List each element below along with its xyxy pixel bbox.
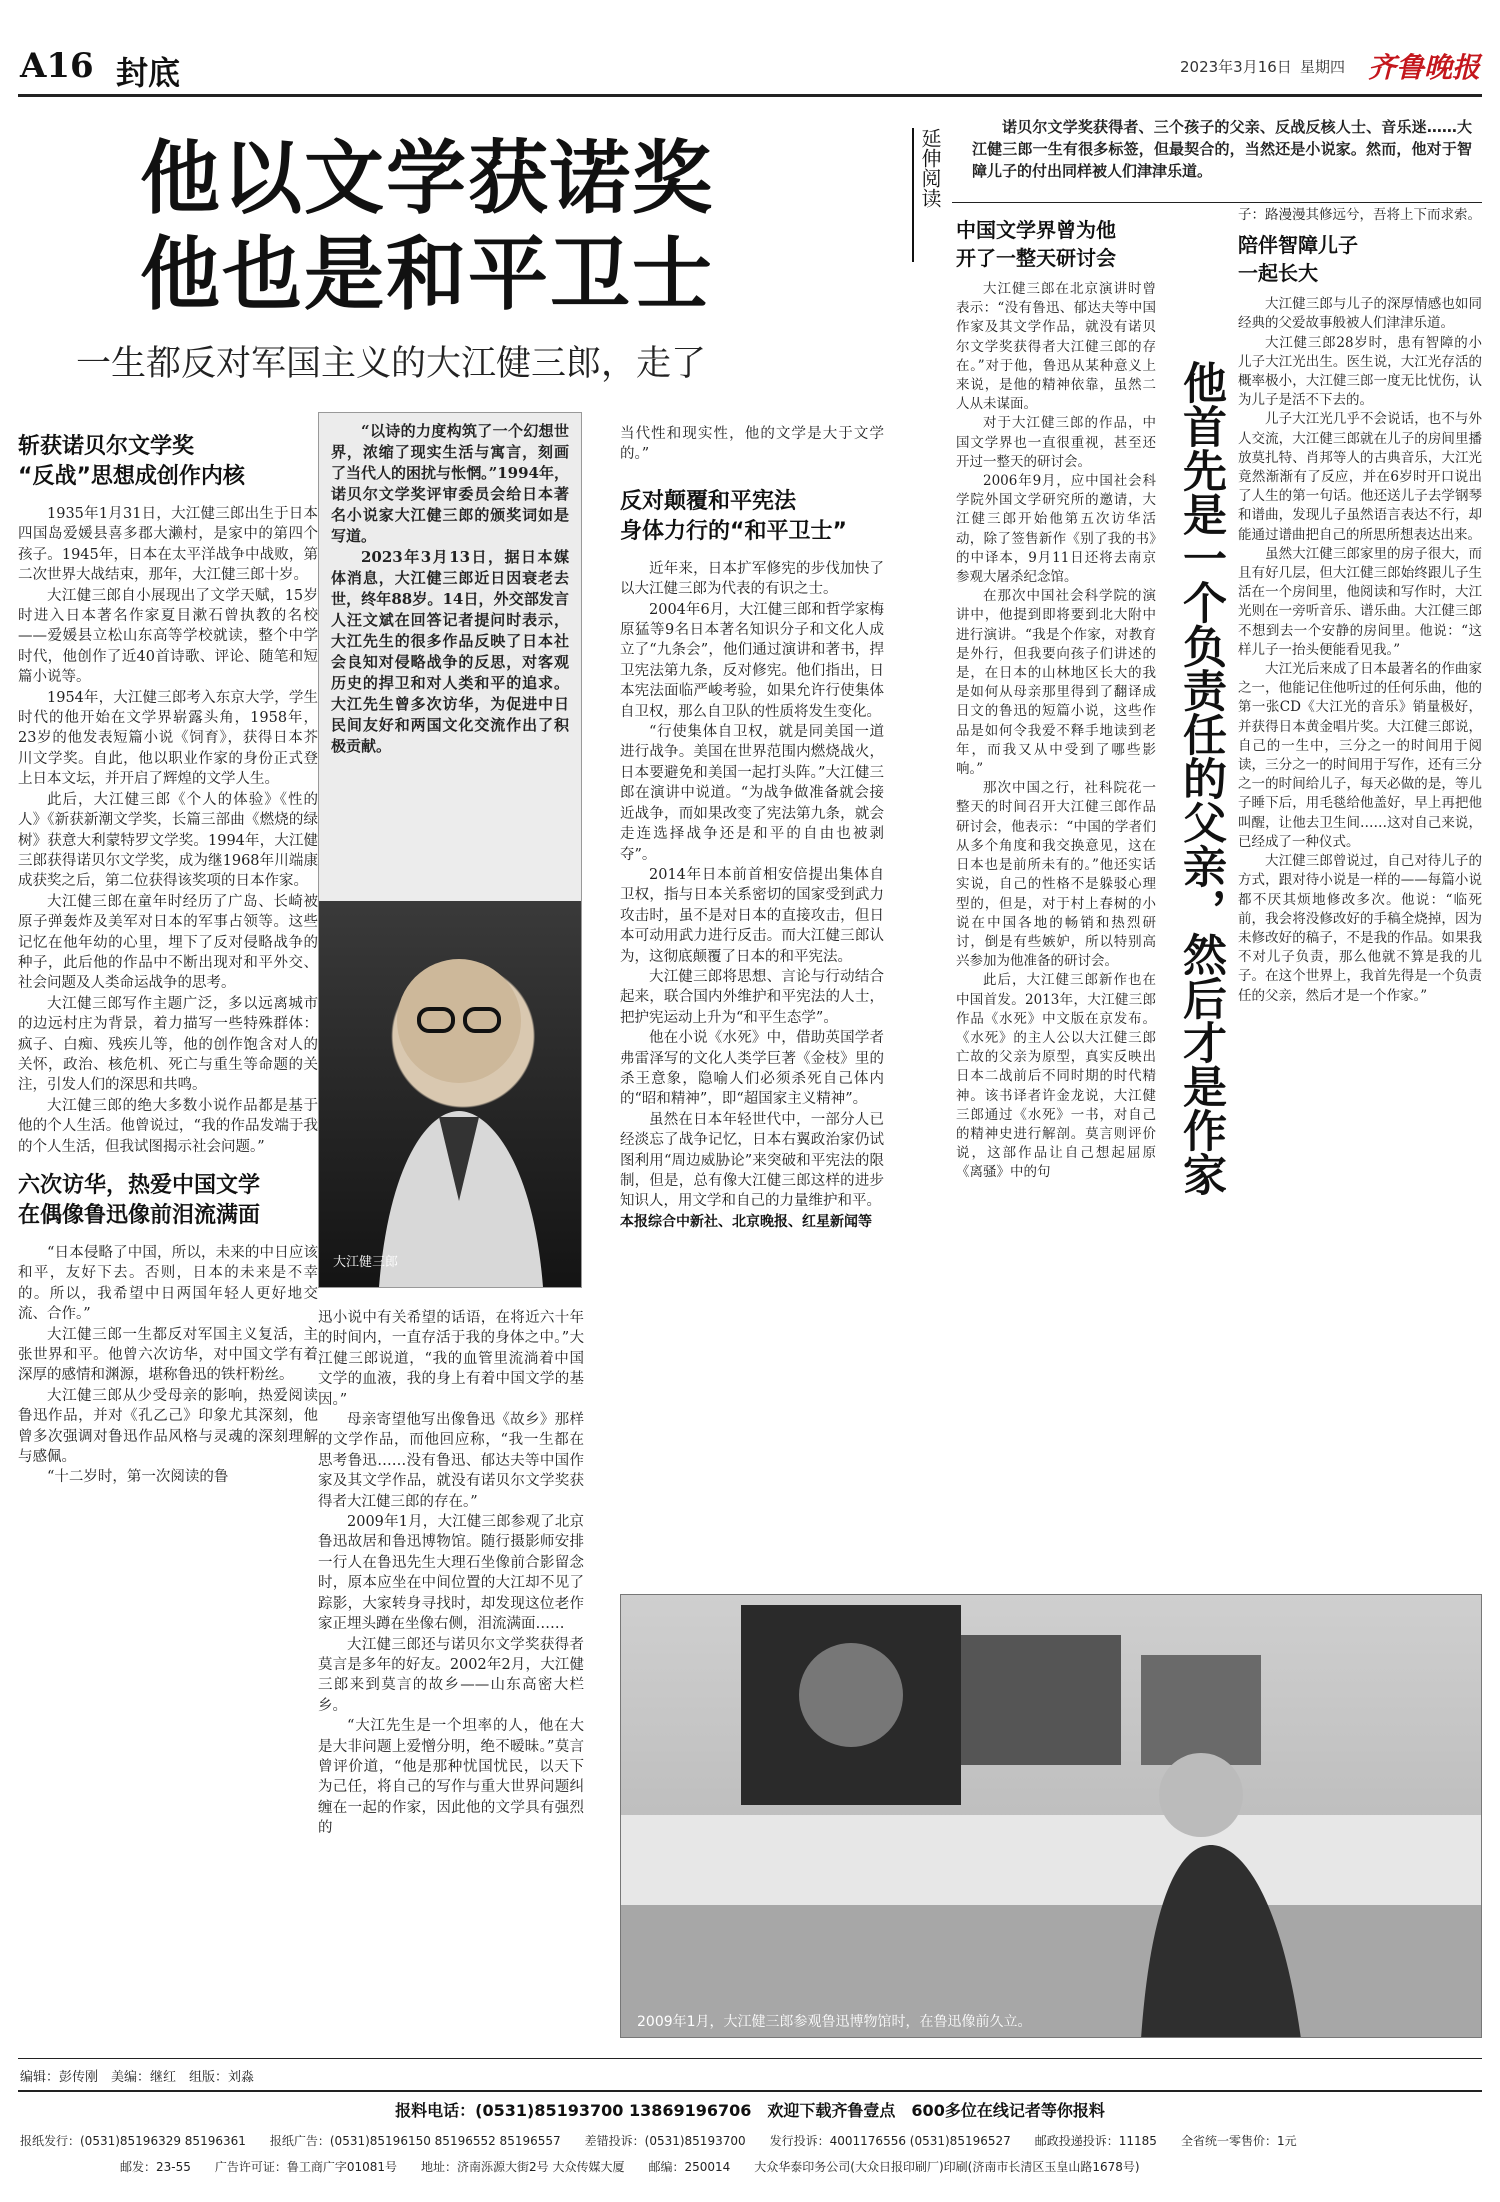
headline-line-1: 他以文学获诺奖 [140, 131, 714, 225]
portrait-photo [319, 901, 581, 1287]
subhead-1-line-1: 斩获诺贝尔文学奖 [18, 434, 195, 459]
paragraph: 大江健三郎写作主题广泛，多以远离城市的边远村庄为背景，着力描写一些特殊群体：疯子、白痴、残疾儿等，他的创作饱含对人的关怀，政治、核危机、死亡与重生等命题的关注，引发人们的深思和共鸣。 [18, 995, 318, 1094]
paragraph: 大江健三郎自小展现出了文学天赋，15岁时进入日本著名作家夏目漱石曾执教的名校——爱媛县立松山东高等学校就读，整个中学时代，他创作了近40首诗歌、评论、随笔和短篇小说等。 [18, 587, 318, 686]
subhead-2-line-2: 在偶像鲁迅像前泪流满面 [18, 1203, 261, 1228]
page-number: A16 [20, 46, 94, 86]
paragraph: 此后，大江健三郎新作也在中国首发。2013年，大江健三郎作品《水死》中文版在京发布。《水死》的主人公以大江健三郎亡故的父亲为原型，真实反映出日本二战前后不同时期的时代精神。该书译者许金龙说，大江健三郎通过《水死》一书，对自己的精神史进行解剖。莫言则评价说，这部作品让自己想起屈原《离骚》中的句 [956, 972, 1156, 1181]
paragraph: 2014年日本前首相安倍提出集体自卫权，指与日本关系密切的国家受到武力攻击时，虽不是对日本的直接攻击，但日本可动用武力进行反击。而大江健三郎认为，这彻底颠覆了日本的和平宪法。 [620, 866, 884, 965]
source-note: 本报综合中新社、北京晚报、红星新闻等 [620, 1213, 872, 1230]
paragraph: 儿子大江光几乎不会说话，也不与外人交流，大江健三郎就在儿子的房间里播放莫扎特、肖邦等人的古典音乐，大江光竟然渐渐有了反应，并在6岁时开口说出了人生的第一句话。他还送儿子去学钢琴和谱曲，发现儿子虽然语言表达不行，却能通过谱曲把自己的所思所想表达出来。 [1238, 411, 1482, 543]
footer-line-1: 报纸发行：(0531)85196329 85196361 报纸广告：(0531)85196150 85196552 85196557 差错投诉：(0531)85193700 发行投诉：4001176556 (0531)85196527 邮政投递投诉：11185 全省统一零售价：1元 [20, 2134, 1297, 2148]
paragraph: 对于大江健三郎的作品，中国文学界也一直很重视，甚至还开过一整天的研讨会。 [956, 415, 1156, 470]
subhead-3-line-1: 反对颠覆和平宪法 [620, 488, 797, 514]
column-3 [620, 424, 884, 1232]
extended-rule [952, 202, 1482, 203]
paragraph: 大江光后来成了日本最著名的作曲家之一，他能记住他听过的任何乐曲，他的第一张CD《大江光的音乐》销量极好，并获得日本黄金唱片奖。大江健三郎说，自己的一生中，三分之一的时间用于阅读，三分之一的时间用于写作，还有三分之一的时间给儿子，每天必做的是，等儿子睡下后，用毛毯给他盖好，早上再把他叫醒，让他去卫生间……这对自己来说，已经成了一种仪式。 [1238, 661, 1482, 850]
portrait-caption: 大江健三郎 [333, 1255, 399, 1270]
paragraph: 2009年1月，大江健三郎参观了北京鲁迅故居和鲁迅博物馆。随行摄影师安排一行人在鲁迅先生大理石坐像前合影留念时，原本应坐在中间位置的大江却不见了踪影，大家转身寻找时，却发现这位老作家正埋头蹲在坐像右侧，泪流满面…… [318, 1514, 584, 1633]
paragraph: 母亲寄望他写出像鲁迅《故乡》那样的文学作品，而他回应称，“我一生都在思考鲁迅……没有鲁迅、郁达夫等中国作家及其文学作品，就没有诺贝尔文学奖获得者大江健三郎的存在。” [318, 1412, 584, 1510]
section-name: 封底 [116, 54, 181, 92]
right-body-b [1238, 295, 1482, 1006]
extended-reading-tag [912, 128, 945, 262]
masthead [18, 40, 1482, 96]
subhead-1-line-2: “反战”思想成创作内核 [18, 464, 245, 489]
column-1 [18, 432, 318, 1488]
paragraph: 2004年6月，大江健三郎和哲学家梅原猛等9名日本著名知识分子和文化人成立了“九条会”，他们通过演讲和著书，捍卫宪法第九条，反对修宪。他们指出，日本宪法面临严峻考验，如果允许行使集体自卫权，那么自卫队的性质将发生变化。 [620, 601, 884, 720]
paragraph: 大江健三郎与儿子的深厚情感也如同经典的父爱故事般被人们津津乐道。 [1238, 296, 1482, 332]
paper-logo: 齐鲁晚报 [1368, 51, 1481, 84]
paragraph: 此后，大江健三郎《个人的体验》《性的人》《新获新潮文学奖，长篇三部曲《燃烧的绿树》获意大利蒙特罗文学奖。1994年，大江健三郎获得诺贝尔文学奖，成为继1968年川端康成获奖之后，第二位获得该奖项的日本作家。 [18, 791, 318, 890]
paragraph: 虽然在日本年轻世代中，一部分人已经淡忘了战争记忆，日本右翼政治家仍试图利用“周边威胁论”来突破和平宪法的限制，但是，总有像大江健三郎这样的进步知识人，用文学和自己的力量维护和平。 [620, 1111, 884, 1210]
paragraph: “行使集体自卫权，就是同美国一道进行战争。美国在世界范围内燃烧战火，日本要避免和美国一起打头阵。”大江健三郎在演讲中说道。“为战争做准备就会接近战争，而如果改变了宪法第九条，就会走连选择战争还是和平的自由也被剥夺”。 [620, 724, 884, 863]
column-2-lower [318, 1308, 584, 1839]
headline-subtitle: 一生都反对军国主义的大江健三郎，走了 [76, 344, 707, 384]
paragraph: 虽然大江健三郎家里的房子很大，而且有好几层，但大江健三郎始终跟儿子生活在一个房间里，他阅读和写作时，大江光则在一旁听音乐、谱乐曲。大江健三郎不想到去一个安静的房间里。他说：“这样儿子一抬头便能看见我。” [1238, 545, 1482, 658]
extended-intro: 诺贝尔文学奖获得者、三个孩子的父亲、反战反核人士、音乐迷……大江健三郎一生有很多标签，但最契合的，当然还是小说家。然而，他对于智障儿子的付出同样被人们津津乐道。 [972, 118, 1472, 180]
paragraph: “大江先生是一个坦率的人，他在大是大非问题上爱憎分明，绝不暧昧。”莫言曾评价道，“他是那种忧国忧民，以天下为己任，将自己的写作与重大世界问题纠缠在一起的作家，因此他的文学具有强烈的 [318, 1718, 584, 1837]
article-body-1 [18, 504, 318, 1157]
paragraph: “十二岁时，第一次阅读的鲁 [47, 1469, 229, 1486]
paragraph: 他在小说《水死》中，借助英国学者弗雷泽写的文化人类学巨著《金枝》里的杀王意象，隐喻人们必须杀死自己体内的“昭和精神”，即“超国家主义精神”。 [620, 1030, 884, 1108]
paragraph: 大江健三郎将思想、言论与行动结合起来，联合国内外维护和平宪法的人士，把护宪运动上升为“和平生态学”。 [620, 968, 884, 1026]
paragraph: 大江健三郎从少受母亲的影响，热爱阅读鲁迅作品，并对《孔乙己》印象尤其深刻，他曾多次强调对鲁迅作品风格与灵魂的深刻理解与感佩。 [18, 1387, 318, 1466]
issue-date: 2023年3月16日 [1180, 58, 1292, 76]
quote-paragraph: 2023年3月13日，据日本媒体消息，大江健三郎近日因衰老去世，终年88岁。14日，外交部发言人汪文斌在回答记者提问时表示，大江先生的很多作品反映了日本社会良知对侵略战争的反思，对客观历史的捍卫和对人类和平的追求。大江先生曾多次访华，为促进中日民间友好和两国文化交流作出了积极贡献。 [331, 548, 569, 755]
paragraph: 大江健三郎曾说过，自己对待儿子的方式，跟对待小说是一样的——每篇小说都不厌其烦地修改多次。他说：“临死前，我会将没修改好的手稿全烧掉，因为未修改好的稿子，不是我的作品。如果我不对儿子负责，那么他就不算是我的儿子。在这个世界上，我首先得是一个负责任的父亲，然后才是一个作家。” [1238, 853, 1482, 1004]
paragraph: “日本侵略了中国，所以，未来的中日应该和平，友好下去。否则，日本的未来是不幸的。所以，我希望中日两国年轻人更好地交流、合作。” [18, 1245, 318, 1323]
paragraph: 大江健三郎28岁时，患有智障的小儿子大江光出生。医生说，大江光存活的概率极小，大江健三郎一度无比忧伤，认为儿子是活不下去的。 [1238, 334, 1482, 409]
paragraph: 大江健三郎一生都反对军国主义复活，主张世界和平。他曾六次访华，对中国文学有着深厚的感情和渊源，堪称鲁迅的铁杆粉丝。 [18, 1326, 318, 1384]
footer-rule-top [18, 2058, 1482, 2059]
paragraph: 大江健三郎在童年时经历了广岛、长崎被原子弹轰炸及美军对日本的军事占领等。这些记忆在他年幼的心里，埋下了反对侵略战争的种子，此后他的作品中不断出现对和平外交、社会问题及人类命运战争的思考。 [18, 893, 318, 992]
quote-paragraph: “以诗的力度构筑了一个幻想世界，浓缩了现实生活与寓言，刻画了当代人的困扰与怅惘。”1994年，诺贝尔文学奖评审委员会给日本著名小说家大江健三郎的颁奖词如是写道。 [331, 422, 569, 545]
paragraph: 近年来，日本扩军修宪的步伐加快了以大江健三郎为代表的有识之士。 [620, 560, 884, 598]
museum-photo [620, 1594, 1482, 2038]
museum-scene-icon [621, 1595, 1482, 2038]
right-column-b [1238, 206, 1482, 1006]
feature-title: 他首先是一个负责任的父亲，然后才是作家 [1175, 360, 1226, 1196]
portrait-figure-icon [319, 901, 581, 1287]
paragraph: 大江健三郎在北京演讲时曾表示：“没有鲁迅、郁达夫等中国作家及其文学作品，就没有诺贝尔文学奖获得者大江健三郎的存在。”对于他，鲁迅从某种意义上来说，是他的精神依靠，虽然二人从未谋面。 [956, 281, 1156, 413]
footer-line-2: 邮发：23-55 广告许可证：鲁工商广字01081号 地址：济南泺源大街2号 大众传媒大厦 邮编：250014 大众华泰印务公司(大众日报印刷厂)印刷(济南市长清区玉皇山路1678号) [120, 2160, 1140, 2174]
extended-reading-label: 延伸阅读 [918, 128, 942, 208]
right-subhead-2-line-2: 一起长大 [1238, 261, 1318, 286]
subhead-3-line-2: 身体力行的“和平卫士” [620, 518, 847, 544]
right-body-a [956, 280, 1156, 1183]
right-column-b-lead: 子：路漫漫其修远兮，吾将上下而求索。 [1238, 207, 1481, 223]
footer-rule [18, 2090, 1482, 2092]
news-hotline: 报料电话：(0531)85193700 13869196706 欢迎下载齐鲁壹点 600多位在线记者等你报料 [395, 2101, 1105, 2120]
paragraph: 迅小说中有关希望的话语，在将近六十年的时间内，一直存活于我的身体之中。”大江健三郎说道，“我的血管里流淌着中国文学的血液，我的身上有着中国文学的基因。” [318, 1310, 584, 1408]
article-body-2 [18, 1243, 318, 1488]
quote-box [318, 412, 582, 1288]
column-3-lead: 当代性和现实性，他的文学是大于文学的。” [620, 426, 884, 463]
paragraph: 那次中国之行，社科院花一整天的时间召开大江健三郎作品研讨会，他表示：“中国的学者们从多个角度和我交换意见，这在日本也是前所未有的。”他还实话实说，自己的性格不是躲驳心理型的，但是，对于村上春树的小说在中国各地的畅销和热烈研讨，倒是有些嫉妒，所以特别高兴参加为他准备的研讨会。 [956, 780, 1156, 970]
paragraph: 大江健三郎还与诺贝尔文学奖获得者莫言是多年的好友。2002年2月，大江健三郎来到莫言的故乡——山东高密大栏乡。 [318, 1636, 584, 1714]
headline-line-2: 他也是和平卫士 [140, 227, 714, 321]
headline [140, 130, 780, 322]
paragraph: 1935年1月31日，大江健三郎出生于日本四国岛爱媛县喜多郡大濑村，是家中的第四个孩子。1945年，日本在太平洋战争中战败，第二次世界大战结束，那年，大江健三郎十岁。 [18, 506, 318, 584]
right-subhead-1-line-2: 开了一整天研讨会 [956, 246, 1116, 270]
issue-weekday: 星期四 [1300, 58, 1346, 76]
quote-text [319, 413, 581, 765]
article-body-3 [620, 559, 884, 1212]
paragraph: 2006年9月，应中国社会科学院外国文学研究所的邀请，大江健三郎开始他第五次访华活动，除了签售新作《别了我的书》的中译本，9月11日还将去南京参观大屠杀纪念馆。 [956, 473, 1156, 586]
right-column-a [956, 216, 1156, 1183]
paragraph: 1954年，大江健三郎考入东京大学，学生时代的他开始在文学界崭露头角，1958年，23岁的他发表短篇小说《饲育》，获得日本芥川文学奖。自此，他以职业作家的身份正式登上日本文坛，并开启了辉煌的文学人生。 [18, 689, 318, 788]
subhead-2-line-1: 六次访华，热爱中国文学 [18, 1173, 261, 1198]
editor-credits: 编辑：彭传刚 美编：继红 组版：刘淼 [20, 2070, 255, 2085]
paragraph: 大江健三郎的绝大多数小说作品都是基于他的个人生活。他曾说过，“我的作品发端于我的个人生活，但我试图揭示社会问题。” [18, 1097, 318, 1155]
masthead-rule [18, 94, 1482, 97]
museum-photo-caption: 2009年1月，大江健三郎参观鲁迅博物馆时，在鲁迅像前久立。 [637, 2014, 1032, 2030]
paragraph: 在那次中国社会科学院的演讲中，他提到即将要到北大附中进行演讲。“我是个作家，对教育是外行，但我要向孩子们讲述的是，在日本的山林地区长大的我是如何从母亲那里得到了翻译成日文的鲁迅的短篇小说，这些作品是如何令我爱不释手地读到老年，而我又从中受到了哪些影响。” [956, 588, 1156, 778]
right-subhead-2-line-1: 陪伴智障儿子 [1238, 233, 1358, 258]
right-subhead-1-line-1: 中国文学界曾为他 [956, 218, 1116, 242]
